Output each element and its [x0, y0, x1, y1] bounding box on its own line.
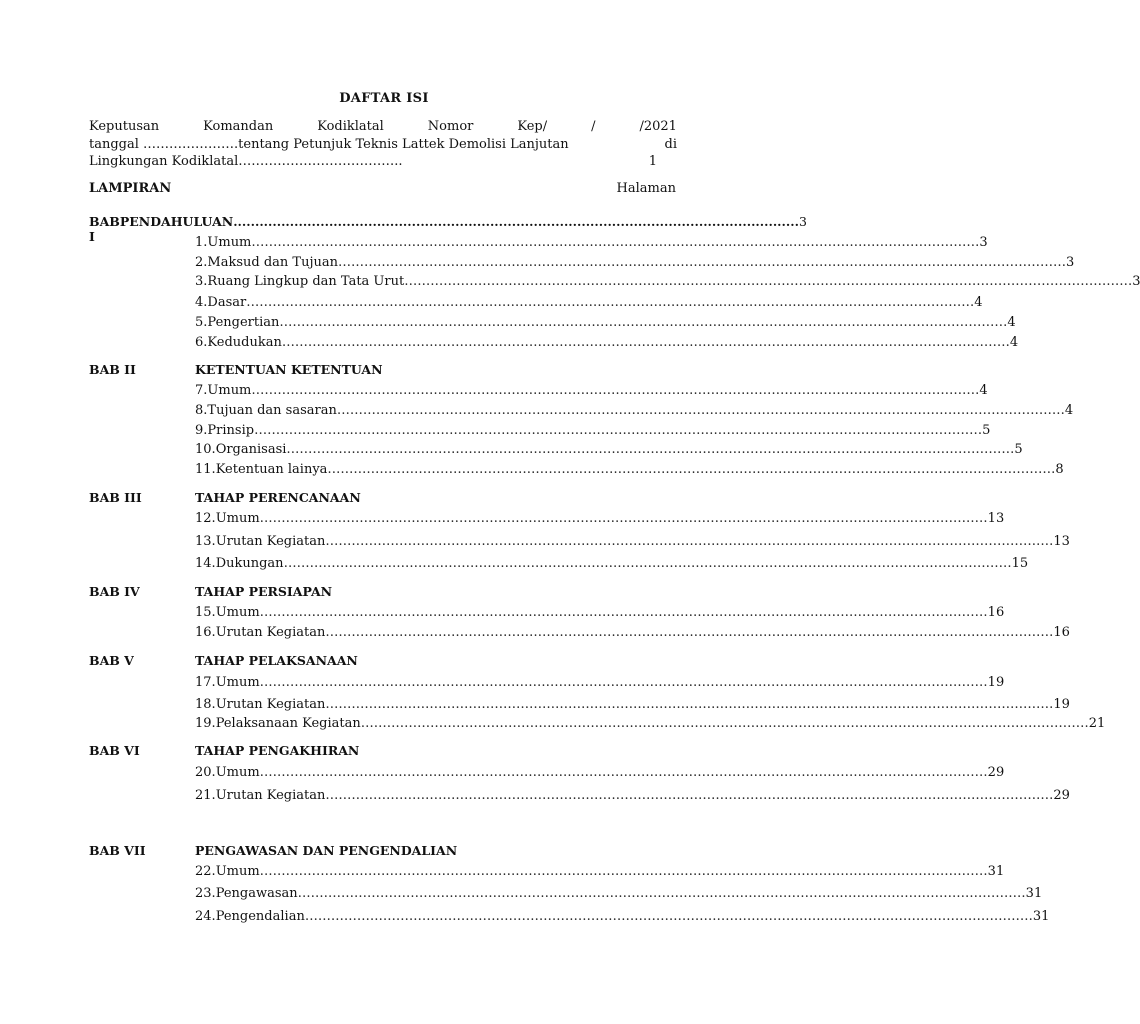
- toc-entry[interactable]: [195, 315, 1016, 330]
- chapter-title-wrap: [195, 653, 641, 668]
- entry-page-number: 3: [1132, 274, 1140, 289]
- entry-number: 12.: [195, 511, 216, 526]
- entry-page-number: 16: [987, 605, 1005, 620]
- chapter-page-number: [641, 584, 679, 599]
- toc-entry[interactable]: [195, 235, 988, 250]
- leader-dots: ……………………………………………………………………………………………………………………………………………………: [259, 864, 988, 879]
- entry-page-number: 31: [1032, 909, 1050, 924]
- toc-entry[interactable]: [195, 697, 1070, 712]
- chapter-title-wrap: [195, 584, 641, 599]
- entry-number: 4.: [195, 295, 208, 310]
- entry-title: Pelaksanaan Kegiatan: [215, 716, 361, 731]
- entry-title: Dukungan: [215, 556, 284, 571]
- leader-dots: ……………………………………………………………………………………………………………………………………………………: [338, 255, 1066, 270]
- chapter-title-wrap: [195, 490, 641, 505]
- leader-dots: ……………………………………………………………………………………………………………………………………………………: [259, 675, 988, 690]
- entry-page-number: 8: [1055, 462, 1064, 477]
- chapter-heading[interactable]: [89, 490, 679, 505]
- entry-number: 23.: [195, 886, 216, 901]
- entry-title: Maksud dan Tujuan: [207, 255, 338, 270]
- chapter-title: KETENTUAN KETENTUAN: [195, 362, 383, 377]
- leader-dots: ……………………………………………………………………………………………………………………………………………………: [279, 315, 1008, 330]
- chapter-heading[interactable]: [89, 843, 679, 858]
- toc-entry[interactable]: [195, 335, 1019, 350]
- entry-number: 19.: [195, 716, 216, 731]
- leader-dots: ……………………………………………………………………………………………………………………………………………………: [360, 716, 1089, 731]
- chapter-heading[interactable]: [89, 743, 679, 758]
- entry-page-number: 19: [987, 675, 1005, 690]
- toc-entry[interactable]: [195, 383, 988, 398]
- leader-dots: ……………………………………………………………………………………………………………………………………………………: [259, 511, 988, 526]
- entry-title: Urutan Kegiatan: [215, 534, 326, 549]
- leader-dots: ……………………………………………………………………………………………………………………………………………………: [283, 556, 1012, 571]
- toc-entry[interactable]: [195, 462, 1064, 477]
- entry-title: Ruang Lingkup dan Tata Urut: [207, 274, 405, 289]
- page-title: DAFTAR ISI: [339, 91, 429, 106]
- lampiran-label: LAMPIRAN: [89, 181, 172, 196]
- entry-number: 20.: [195, 765, 216, 780]
- entry-title: Umum: [215, 511, 260, 526]
- entry-title: Tujuan dan sasaran: [207, 403, 337, 418]
- chapter-title: PENDAHULUAN: [119, 214, 234, 229]
- toc-entry[interactable]: [195, 255, 1075, 270]
- intro-word: Kodiklatal: [317, 119, 384, 134]
- intro-page-number: 1: [648, 154, 657, 169]
- chapter-title: TAHAP PELAKSANAAN: [195, 653, 358, 668]
- entry-title: Umum: [207, 235, 252, 250]
- entry-title: Umum: [215, 864, 260, 879]
- entry-title: Umum: [215, 675, 260, 690]
- chapter-title-wrap: [195, 843, 641, 858]
- toc-entry[interactable]: [195, 556, 1029, 571]
- toc-entry[interactable]: [195, 423, 991, 438]
- chapter-heading[interactable]: [89, 362, 679, 377]
- chapter-number: BAB I: [89, 214, 120, 244]
- chapter-title-wrap: [195, 743, 641, 758]
- entry-title: Umum: [215, 765, 260, 780]
- entry-number: 8.: [195, 403, 208, 418]
- leader-dots: ……………………………………………………………………………………………………………………………………………………: [259, 765, 988, 780]
- chapter-page-number: [641, 843, 679, 858]
- entry-page-number: 5: [982, 423, 991, 438]
- toc-entry[interactable]: [195, 295, 983, 310]
- entry-number: 17.: [195, 675, 216, 690]
- intro-word: Nomor: [427, 119, 474, 134]
- leader-dots: ……………………………………………………………………………………………………………………………………………………: [251, 235, 980, 250]
- entry-number: 24.: [195, 909, 216, 924]
- entry-page-number: 31: [987, 864, 1005, 879]
- leader-dots: ……………………………………………………………………………………………………………………………………………………: [336, 403, 1065, 418]
- chapter-number: BAB V: [89, 653, 134, 668]
- leader-dots: ……………………………………………………………………………………………………………………………………………………: [259, 605, 988, 620]
- entry-title: Prinsip: [207, 423, 255, 438]
- entry-number: 11.: [195, 462, 216, 477]
- leader-dots: ……………………………………………………………………………………………………………………………………………………: [404, 274, 1133, 289]
- entry-title: Umum: [207, 383, 252, 398]
- entry-page-number: 4: [1064, 403, 1074, 418]
- page-column-header: Halaman: [616, 181, 676, 196]
- toc-entry[interactable]: [195, 909, 1050, 924]
- toc-entry[interactable]: [195, 403, 1074, 418]
- chapter-page-number: 3: [798, 214, 807, 229]
- leader-dots: ……………………………………………………………………………………………………………………………………………………: [325, 697, 1054, 712]
- entry-title: Pengawasan: [215, 886, 298, 901]
- toc-entry[interactable]: [195, 625, 1070, 640]
- entry-title: Organisasi: [215, 442, 287, 457]
- intro-line-3: [89, 153, 677, 171]
- leader-dots: ……………………………………………………………………………………………………………………………………………………: [325, 788, 1054, 803]
- toc-entry[interactable]: [195, 864, 1005, 879]
- leader-dots: ..................................................................................................................................: [233, 214, 799, 229]
- chapter-title: PENGAWASAN DAN PENGENDALIAN: [195, 843, 458, 858]
- toc-entry[interactable]: [195, 765, 1005, 780]
- chapter-number: BAB IV: [89, 584, 140, 599]
- chapter-number: BAB II: [89, 362, 136, 377]
- chapter-title: TAHAP PENGAKHIRAN: [195, 743, 360, 758]
- entry-title: Urutan Kegiatan: [215, 697, 326, 712]
- chapter-page-number: [641, 490, 679, 505]
- entry-number: 18.: [195, 697, 216, 712]
- chapter-page-number: [641, 743, 679, 758]
- entry-page-number: 4: [979, 383, 988, 398]
- entry-page-number: 16: [1053, 625, 1070, 640]
- entry-number: 2.: [195, 255, 208, 270]
- entry-page-number: 31: [1025, 886, 1043, 901]
- intro-word: Kep/: [517, 119, 548, 134]
- intro-line-2-end: di: [664, 136, 677, 152]
- entry-page-number: 15: [1011, 556, 1029, 571]
- entry-number: 9.: [195, 423, 208, 438]
- chapter-page-number: [641, 362, 679, 377]
- chapter-page-number: [641, 653, 679, 668]
- leader-dots: ……………………………………………………………………………………………………………………………………………………: [254, 423, 983, 438]
- toc-entry[interactable]: [195, 675, 1005, 690]
- entry-title: Urutan Kegiatan: [215, 788, 326, 803]
- intro-line-2: [89, 136, 677, 154]
- toc-entry[interactable]: [195, 886, 1043, 901]
- entry-page-number: 21: [1088, 716, 1106, 731]
- toc-entry[interactable]: [195, 442, 1023, 457]
- intro-word: Komandan: [203, 119, 274, 134]
- toc-entry[interactable]: [195, 274, 1140, 289]
- entry-title: Kedudukan: [207, 335, 282, 350]
- entry-title: Pengendalian: [215, 909, 305, 924]
- entry-page-number: 13: [987, 511, 1005, 526]
- toc-entry[interactable]: [195, 534, 1070, 549]
- entry-title: Umum: [215, 605, 260, 620]
- entry-page-number: 19: [1053, 697, 1070, 712]
- leader-dots: ……………………………………………………………………………………………………………………………………………………: [286, 442, 1015, 457]
- lampiran-header-row: [89, 181, 676, 196]
- entry-page-number: 29: [1053, 788, 1070, 803]
- chapter-title-wrap: [195, 362, 641, 377]
- entry-number: 15.: [195, 605, 216, 620]
- leader-dots: ……………………………………………………………………………………………………………………………………………………: [304, 909, 1033, 924]
- entry-number: 6.: [195, 335, 208, 350]
- entry-title: Urutan Kegiatan: [215, 625, 326, 640]
- leader-dots: ……………………………………………………………………………………………………………………………………………………: [327, 462, 1056, 477]
- leader-dots: ……………………………………………………………………………………………………………………………………………………: [325, 625, 1054, 640]
- entry-number: 13.: [195, 534, 216, 549]
- entry-page-number: 13: [1053, 534, 1070, 549]
- entry-number: 1.: [195, 235, 208, 250]
- entry-title: Dasar: [207, 295, 247, 310]
- entry-title: Pengertian: [207, 315, 280, 330]
- leader-dots: ……………………………………………………………………………………………………………………………………………………: [246, 295, 975, 310]
- entry-number: 5.: [195, 315, 208, 330]
- chapter-title: TAHAP PERENCANAAN: [195, 490, 361, 505]
- intro-word: /2021: [639, 119, 677, 134]
- entry-number: 3.: [195, 274, 208, 289]
- leader-dots: ……………………………………………………………………………………………………………………………………………………: [325, 534, 1054, 549]
- leader-dots: ……………………………………………………………………………………………………………………………………………………: [281, 335, 1010, 350]
- intro-line-2-text: tanggal ………………….tentang Petunjuk Teknis Lattek Demolisi Lanjutan: [89, 136, 569, 152]
- entry-title: Ketentuan lainya: [215, 462, 328, 477]
- intro-word: /: [591, 119, 596, 134]
- chapter-number: BAB VI: [89, 743, 140, 758]
- chapter-number: BAB III: [89, 490, 142, 505]
- intro-line-3-text: Lingkungan Kodiklatal………………………………..: [89, 154, 403, 169]
- entry-page-number: 4: [974, 295, 983, 310]
- chapter-heading[interactable]: [89, 584, 679, 599]
- toc-entry[interactable]: [195, 788, 1070, 803]
- entry-number: 22.: [195, 864, 216, 879]
- entry-number: 10.: [195, 442, 216, 457]
- entry-page-number: 3: [1066, 255, 1075, 270]
- entry-page-number: 29: [987, 765, 1005, 780]
- entry-page-number: 5: [1014, 442, 1023, 457]
- entry-page-number: 3: [979, 235, 988, 250]
- entry-page-number: 4: [1007, 315, 1016, 330]
- toc-entry[interactable]: [195, 605, 1005, 620]
- intro-paragraph: [89, 118, 677, 171]
- chapter-number: BAB VII: [89, 843, 146, 858]
- chapter-heading[interactable]: [89, 653, 679, 668]
- intro-word: Keputusan: [89, 119, 160, 134]
- entry-number: 7.: [195, 383, 208, 398]
- intro-line-1: [89, 118, 677, 136]
- leader-dots: ……………………………………………………………………………………………………………………………………………………: [297, 886, 1026, 901]
- chapter-title: TAHAP PERSIAPAN: [195, 584, 333, 599]
- toc-entry[interactable]: [195, 511, 1005, 526]
- entry-number: 14.: [195, 556, 216, 571]
- toc-entry[interactable]: [195, 716, 1106, 731]
- entry-number: 16.: [195, 625, 216, 640]
- leader-dots: ……………………………………………………………………………………………………………………………………………………: [251, 383, 980, 398]
- entry-number: 21.: [195, 788, 216, 803]
- entry-page-number: 4: [1009, 335, 1019, 350]
